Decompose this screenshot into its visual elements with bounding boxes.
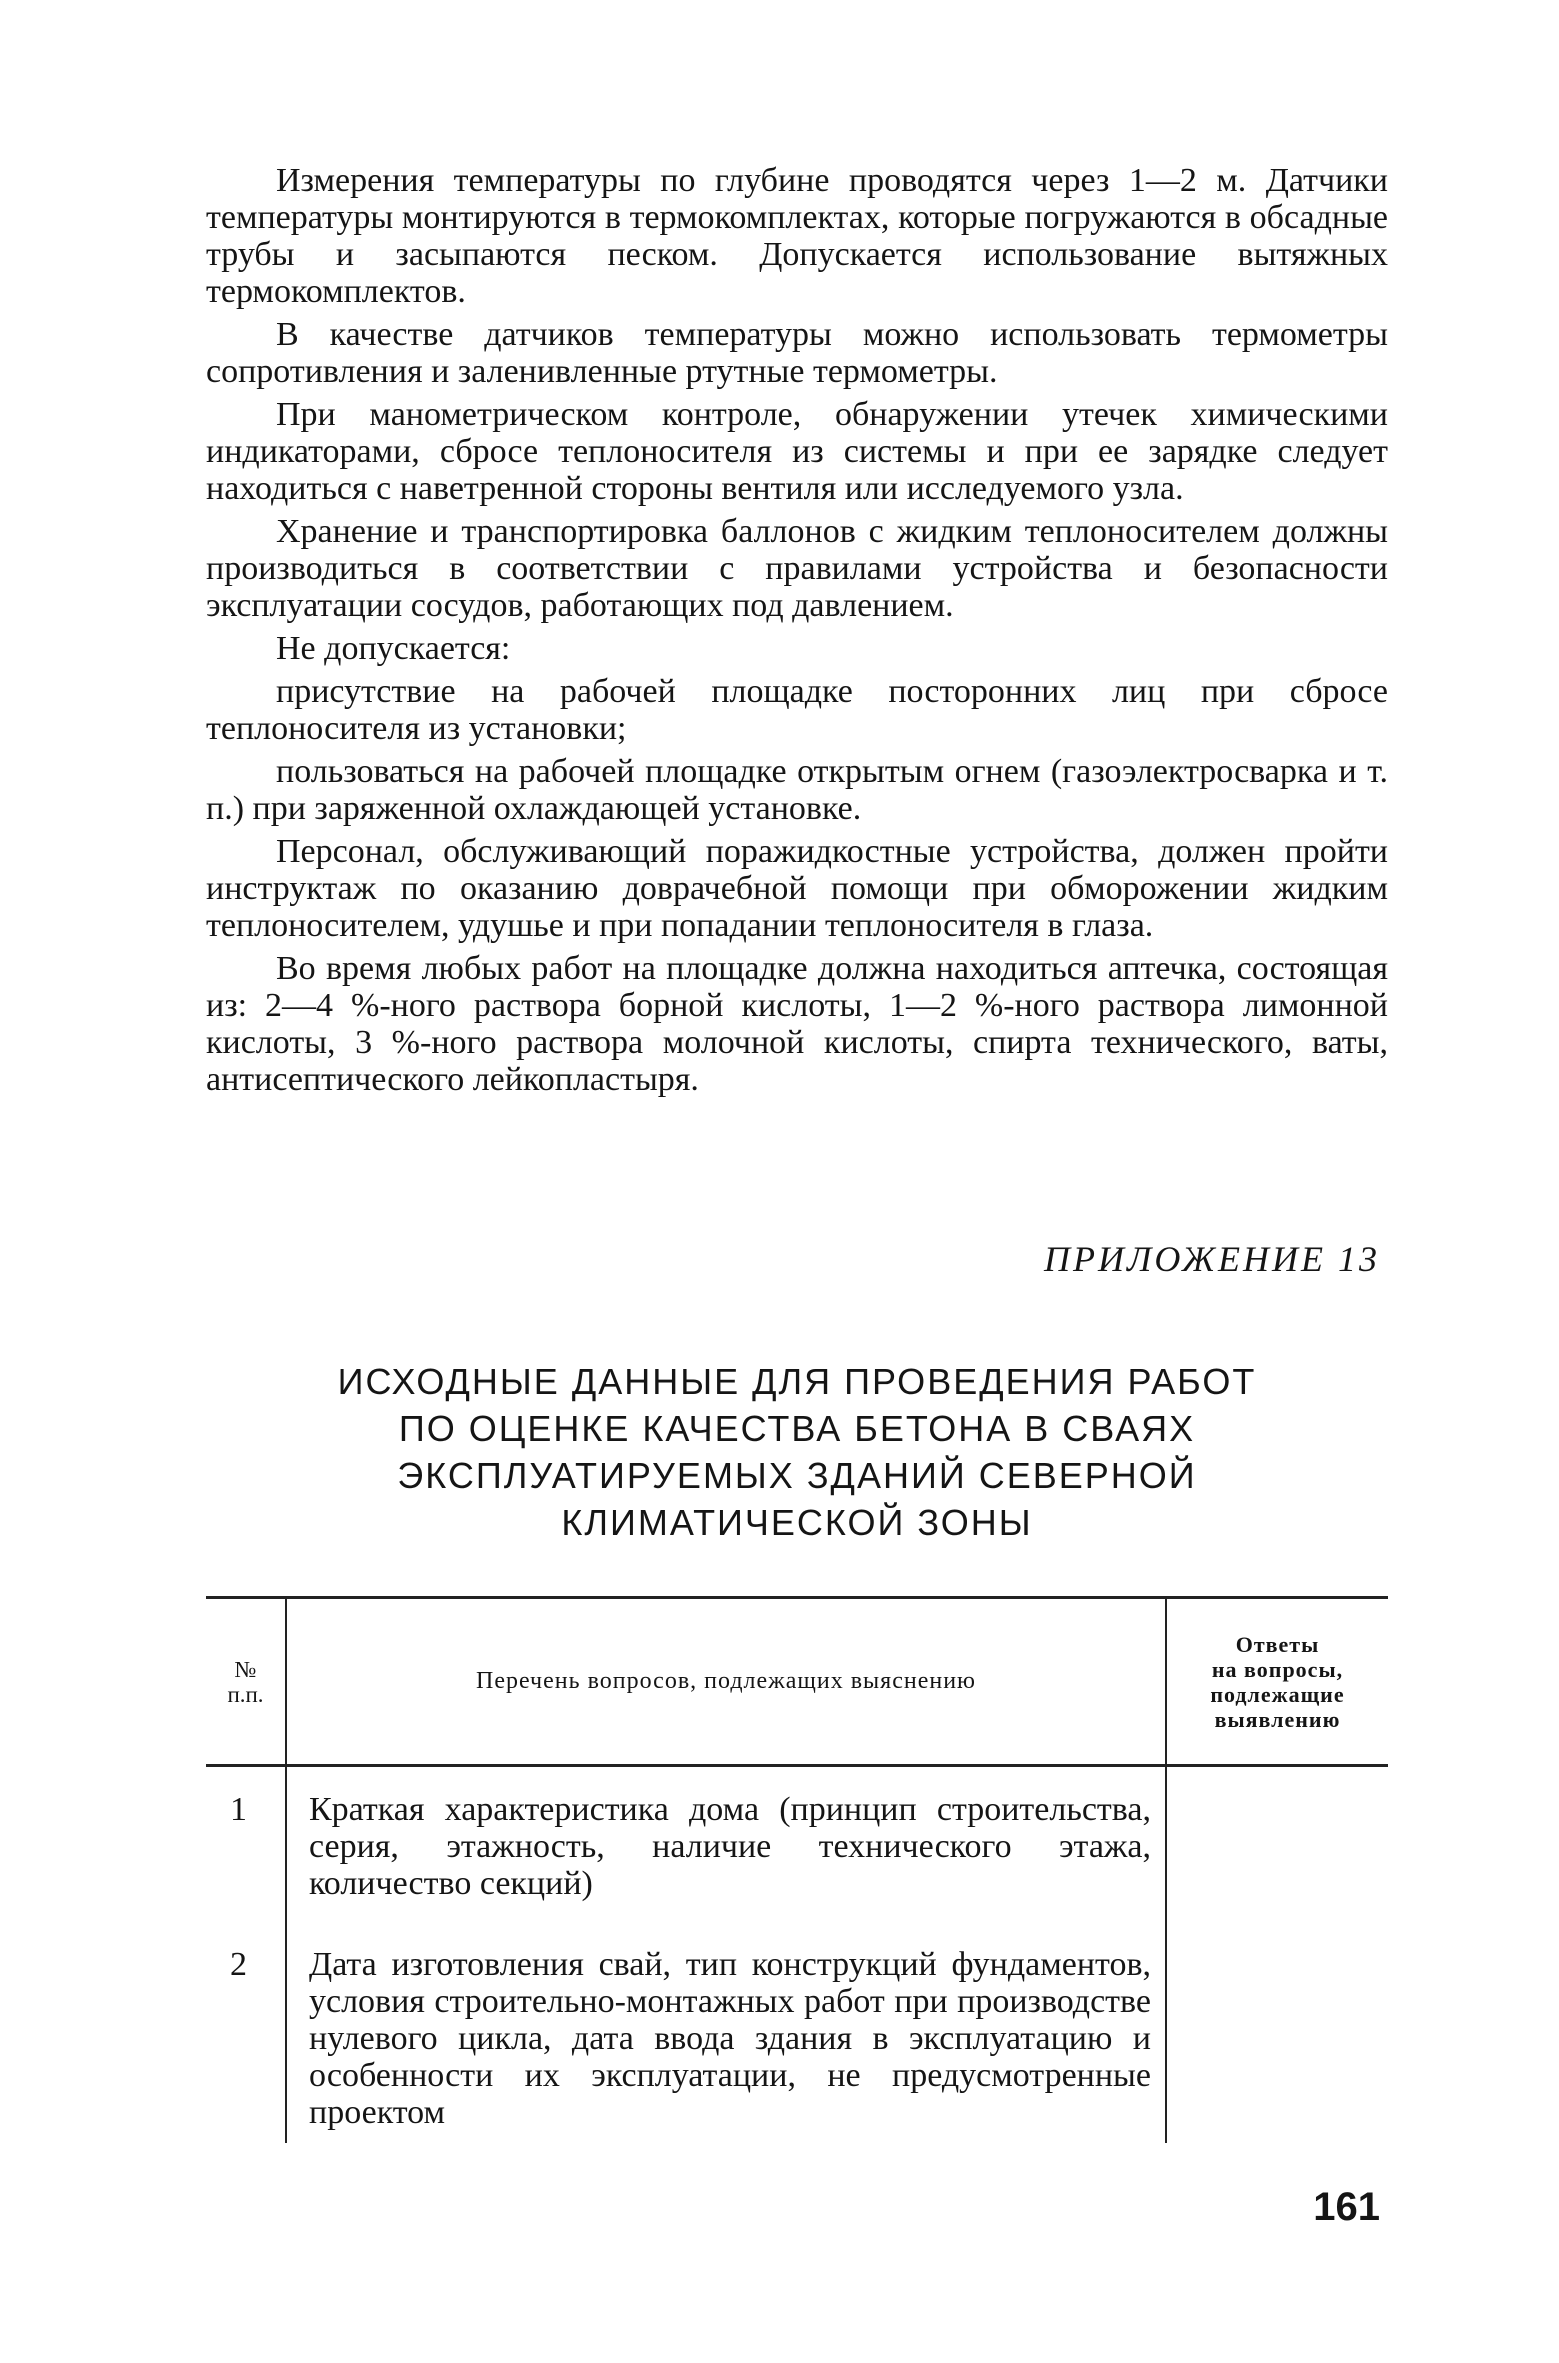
- appendix-title-line: КЛИМАТИЧЕСКОЙ ЗОНЫ: [561, 1502, 1033, 1543]
- paragraph-temperature-measurements: Измерения температуры по глубине проводятся через 1—2 м. Датчики температуры монтируются в термокомплектах, которые погружаются в обсадные трубы и засыпаются песком. Допускается использование вытяжных термокомплектов.: [206, 162, 1388, 310]
- header-questions: Перечень вопросов, подлежащих выяснению: [286, 1598, 1166, 1766]
- row-number: 2: [230, 1946, 247, 1983]
- header-number-sign: №: [234, 1656, 257, 1682]
- paragraph-manometric-control: При манометрическом контроле, обнаружении утечек химическими индикаторами, сбросе теплоносителя из системы и при ее зарядке следует находиться с наветренной стороны вентиля или исследуемого узла.: [206, 396, 1388, 507]
- table-row: [206, 1902, 1388, 2143]
- header-answers-line: выявлению: [1214, 1706, 1341, 1732]
- header-answers-line: на вопросы,: [1211, 1656, 1344, 1682]
- header-number: [206, 1598, 286, 1766]
- paragraph-not-allowed: Не допускается:: [276, 630, 511, 667]
- table-header-row: [206, 1598, 1388, 1766]
- header-answers-line: Ответы: [1235, 1631, 1320, 1657]
- paragraph-open-fire-prohibited: пользоваться на рабочей площадке открытым огнем (газоэлектросварка и т. п.) при заряженной охлаждающей установке.: [206, 753, 1388, 827]
- appendix-title-line: ЭКСПЛУАТИРУЕМЫХ ЗДАНИЙ СЕВЕРНОЙ: [397, 1455, 1197, 1496]
- paragraph-cylinder-storage: Хранение и транспортировка баллонов с жидким теплоносителем должны производиться в соответствии с правилами устройства и безопасности эксплуатации сосудов, работающих под давлением.: [206, 513, 1388, 624]
- paragraph-outsiders-prohibited: присутствие на рабочей площадке посторонних лиц при сбросе теплоносителя из установки;: [206, 673, 1388, 747]
- row-question: Дата изготовления свай, тип конструкций фундаментов, условия строительно-монтажных работ при производстве нулевого цикла, дата ввода здания в эксплуатацию и особенности их эксплуатации, не предусмотренные проектом: [286, 1902, 1166, 2143]
- appendix-title-line: ИСХОДНЫЕ ДАННЫЕ ДЛЯ ПРОВЕДЕНИЯ РАБОТ: [337, 1361, 1257, 1402]
- body-text: [206, 162, 1388, 1104]
- header-answers: [1166, 1598, 1388, 1766]
- questions-table: [206, 1596, 1388, 2143]
- paragraph-temperature-sensors: В качестве датчиков температуры можно использовать термометры сопротивления и заленивленные ртутные термометры.: [206, 316, 1388, 390]
- page-number: 161: [1313, 2185, 1380, 2229]
- row-question: Краткая характеристика дома (принцип строительства, серия, этажность, наличие технического этажа, количество секций): [286, 1766, 1166, 1903]
- row-number: 1: [230, 1791, 247, 1828]
- paragraph-staff-instruction: Персонал, обслуживающий поражидкостные устройства, должен пройти инструктаж по оказанию доврачебной помощи при обморожении жидким теплоносителем, удушье и при попадании теплоносителя в глаза.: [206, 833, 1388, 944]
- header-answers-line: подлежащие: [1210, 1681, 1345, 1707]
- header-number-abbr: п.п.: [227, 1681, 264, 1707]
- row-answer: [1166, 1902, 1388, 2143]
- paragraph-first-aid-kit: Во время любых работ на площадке должна находиться аптечка, состоящая из: 2—4 %-ного раствора борной кислоты, 1—2 %-ного раствора лимонной кислоты, 3 %-ного раствора молочной кислоты, спирта технического, ваты, антисептического лейкопластыря.: [206, 950, 1388, 1098]
- appendix-title: [206, 1358, 1388, 1546]
- appendix-title-line: ПО ОЦЕНКЕ КАЧЕСТВА БЕТОНА В СВАЯХ: [398, 1408, 1196, 1449]
- table-row: [206, 1766, 1388, 1903]
- row-answer: [1166, 1766, 1388, 1903]
- appendix-label: ПРИЛОЖЕНИЕ 13: [1044, 1239, 1380, 1279]
